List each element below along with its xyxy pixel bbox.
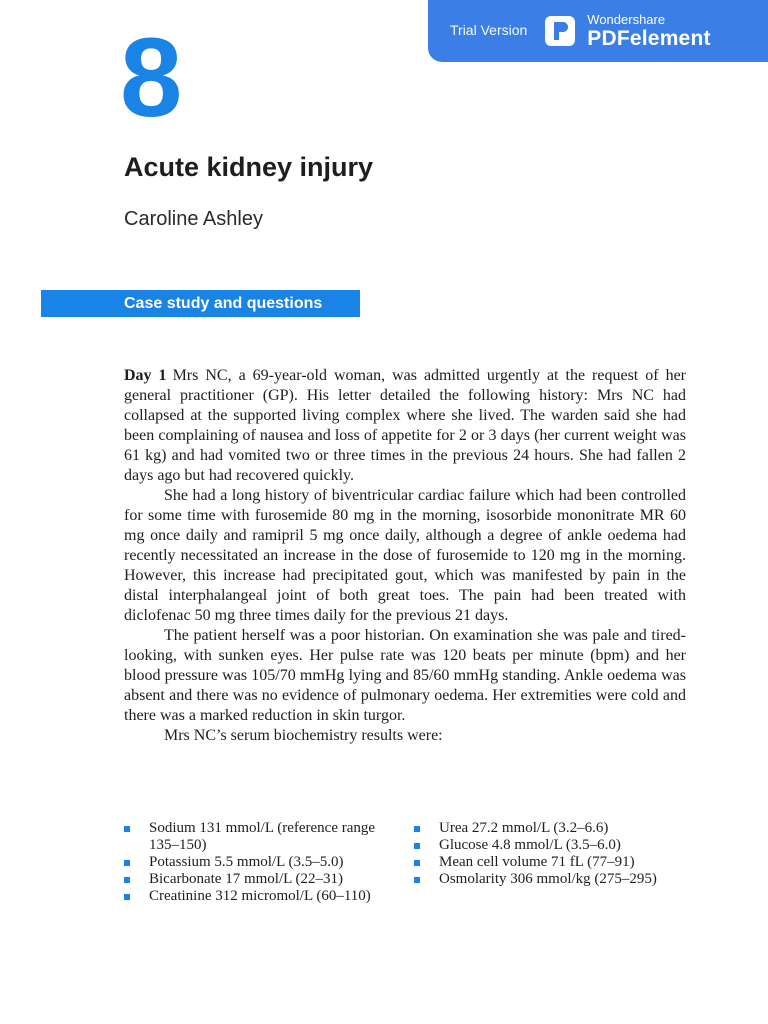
paragraph-4: Mrs NC’s serum biochemistry results were: <box>164 727 443 744</box>
day-label: Day 1 <box>124 367 167 384</box>
square-bullet-icon <box>124 894 130 900</box>
list-item: Sodium 131 mmol/L (reference range 135–150) <box>124 820 384 854</box>
square-bullet-icon <box>414 826 420 832</box>
list-item: Glucose 4.8 mmol/L (3.5–6.0) <box>414 837 684 854</box>
square-bullet-icon <box>124 826 130 832</box>
results-list-left <box>124 820 384 905</box>
chapter-number: 8 <box>120 15 183 140</box>
results-list-right <box>414 820 684 888</box>
list-item: Mean cell volume 71 fL (77–91) <box>414 854 684 871</box>
square-bullet-icon <box>414 860 420 866</box>
list-item: Urea 27.2 mmol/L (3.2–6.6) <box>414 820 684 837</box>
square-bullet-icon <box>124 877 130 883</box>
paragraph-3: The patient herself was a poor historian. On examination she was pale and tired-looking, with sunken eyes. Her pulse rate was 120 beats per minute (bpm) and her blood pressure was 105/70 mmHg lying and 85/60 mmHg standing. Ankle oedema was absent and there was no evidence of pulmonary oedema. Her extremities were cold and there was a marked reduction in skin turgor. <box>124 627 686 724</box>
brand-name-bottom: PDFelement <box>587 27 711 50</box>
brand-name-top: Wondershare <box>587 12 666 27</box>
paragraph-1 <box>124 366 686 486</box>
trial-version-label: Trial Version <box>450 22 528 38</box>
chapter-author: Caroline Ashley <box>124 208 263 230</box>
pdfelement-logo-icon <box>545 16 575 46</box>
paragraph-2: She had a long history of biventricular cardiac failure which had been controlled for some time with furosemide 80 mg in the morning, isosorbide mononitrate MR 60 mg once daily and ramipril 5 mg once daily, although a degree of ankle oedema had recently necessitated an increase in the dose of furosemide to 120 mg in the morning. However, this increase had precipitated gout, which was manifested by pain in the distal interphalangeal joint of both great toes. The pain had been treated with diclofenac 50 mg three times daily for the previous 21 days. <box>124 487 686 624</box>
list-item: Creatinine 312 micromol/L (60–110) <box>124 888 384 905</box>
list-item: Bicarbonate 17 mmol/L (22–31) <box>124 871 384 888</box>
section-heading-bar <box>41 290 360 317</box>
square-bullet-icon <box>414 843 420 849</box>
list-item: Potassium 5.5 mmol/L (3.5–5.0) <box>124 854 384 871</box>
square-bullet-icon <box>414 877 420 883</box>
brand-text <box>587 13 710 49</box>
list-item: Osmolarity 306 mmol/kg (275–295) <box>414 871 684 888</box>
square-bullet-icon <box>124 860 130 866</box>
paragraph-1-text: Mrs NC, a 69-year-old woman, was admitted urgently at the request of her general practitioner (GP). His letter detailed the following history: Mrs NC had collapsed at the supported living complex where she lived. The warden said she had been complaining of nausea and loss of appetite for 2 or 3 days (her current weight was 61 kg) and had vomited two or three times in the previous 24 hours. She had fallen 2 days ago but had recovered quickly. <box>124 367 686 484</box>
chapter-title: Acute kidney injury <box>124 152 374 182</box>
case-study-text <box>124 366 686 746</box>
watermark-banner <box>428 0 768 62</box>
section-heading: Case study and questions <box>124 295 323 312</box>
